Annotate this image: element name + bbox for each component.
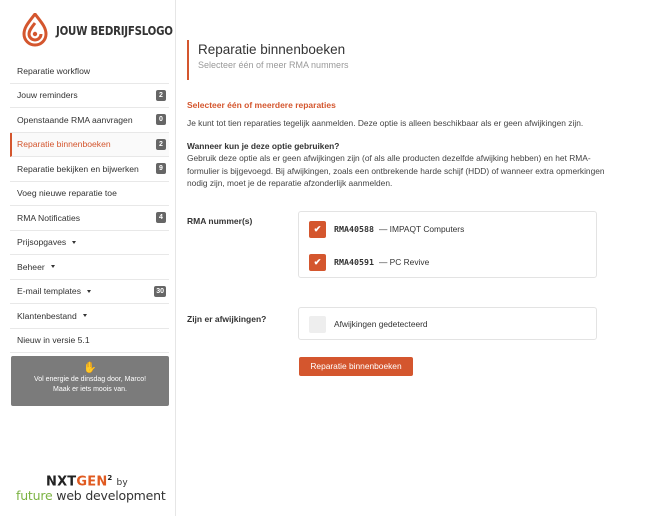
rma-customer: — IMPAQT Computers <box>378 224 465 234</box>
sidebar-item-jouw-reminders[interactable] <box>10 84 169 109</box>
sidebar-item-label: Reparatie binnenboeken <box>17 139 111 150</box>
count-badge: 9 <box>156 163 166 174</box>
page-title: Reparatie binnenboeken <box>198 42 346 57</box>
motivation-line-2: Maak er iets moois van. <box>53 386 127 393</box>
motivation-line-1: Vol energie de dinsdag door, Marco! <box>33 376 147 383</box>
rma-label: RMA nummer(s) <box>187 216 253 226</box>
rma-option[interactable] <box>309 219 464 239</box>
submit-button[interactable]: Reparatie binnenboeken <box>299 357 413 376</box>
sidebar-item-label: Openstaande RMA aanvragen <box>17 114 133 125</box>
sidebar-item-prijsopgaves[interactable] <box>10 231 169 256</box>
afwijkingen-option-label: Afwijkingen gedetecteerd <box>334 319 428 329</box>
sidebar-item-label: Klantenbestand <box>17 310 77 321</box>
sidebar-item-label: Reparatie bekijken en bijwerken <box>17 163 139 174</box>
sidebar-item-reparatie-bekijken[interactable] <box>10 157 169 182</box>
count-badge: 4 <box>156 212 166 223</box>
count-badge: 0 <box>156 114 166 125</box>
sidebar-nav <box>10 59 169 353</box>
sidebar <box>0 0 176 516</box>
checkbox-checked[interactable] <box>309 221 326 238</box>
check-icon: ✔ <box>313 256 322 267</box>
caret-down-icon <box>83 314 87 317</box>
section-title: Selecteer één of meerdere reparaties <box>187 100 336 110</box>
nxtgen-logo-text: NXTGEN$^2$by <box>46 474 128 490</box>
rma-customer: — PC Revive <box>378 257 430 267</box>
sidebar-item-label: Beheer <box>17 261 45 272</box>
when-title: Wanneer kun je deze optie gebruiken? <box>187 141 340 151</box>
sidebar-item-nieuwe-reparatie[interactable] <box>10 182 169 207</box>
rma-list <box>298 211 597 278</box>
sidebar-item-label: Jouw reminders <box>17 90 78 101</box>
logo-text: JOUW BEDRIJFSLOGO <box>56 22 173 38</box>
sidebar-item-label: E-mail templates <box>17 286 81 297</box>
page-subtitle: Selecteer één of meer RMA nummers <box>198 60 349 70</box>
sidebar-item-openstaande-rma[interactable] <box>10 108 169 133</box>
afwijkingen-option[interactable] <box>309 314 428 334</box>
sidebar-item-label: Nieuw in versie 5.1 <box>17 335 90 346</box>
sidebar-item-beheer[interactable] <box>10 255 169 280</box>
sidebar-item-email-templates[interactable] <box>10 280 169 305</box>
waving-hand-icon: ✋ <box>83 362 97 374</box>
count-badge: 2 <box>156 139 166 150</box>
sidebar-item-label: Prijsopgaves <box>17 237 67 248</box>
company-logo[interactable] <box>20 10 198 50</box>
logo-icon <box>20 13 50 47</box>
sidebar-item-label: Voeg nieuwe reparatie toe <box>17 188 117 199</box>
caret-down-icon <box>51 265 55 268</box>
motivation-banner <box>11 356 169 406</box>
when-text: Gebruik deze optie als er geen afwijkingen zijn (of als alle producten dezelfde afwijking hebben) en het RMA-formulier is bijgevoegd. Bij afwijkingen, zoals een ontbrekende harde schijf (HDD) of wanneer extra opmerkingen nodig zijn, moet je de reparatie afzonderlijk aanmelden. <box>187 153 605 188</box>
future-web-development-logo-text: future web development <box>16 488 166 504</box>
sidebar-item-klantenbestand[interactable] <box>10 304 169 329</box>
rma-code: RMA40591 <box>334 257 374 267</box>
page-header <box>187 40 349 80</box>
intro-text: Je kunt tot tien reparaties tegelijk aanmelden. Deze optie is alleen beschikbaar als er geen afwijkingen zijn. <box>187 118 584 128</box>
count-badge: 2 <box>156 90 166 101</box>
sidebar-item-label: RMA Notificaties <box>17 212 81 223</box>
sidebar-item-reparatie-workflow[interactable] <box>10 59 169 84</box>
count-badge: 30 <box>156 287 164 295</box>
check-icon: ✔ <box>313 223 322 234</box>
vendor-logo <box>16 474 166 503</box>
sidebar-item-rma-notificaties[interactable] <box>10 206 169 231</box>
sidebar-item-nieuw-in-versie[interactable] <box>10 329 169 354</box>
sidebar-item-reparatie-binnenboeken[interactable] <box>10 133 169 158</box>
checkbox-unchecked[interactable] <box>309 316 326 333</box>
caret-down-icon <box>72 241 76 244</box>
rma-option[interactable] <box>309 252 429 272</box>
afwijkingen-label: Zijn er afwijkingen? <box>187 314 267 324</box>
rma-code: RMA40588 <box>334 224 374 234</box>
afwijkingen-box <box>298 307 597 340</box>
checkbox-checked[interactable] <box>309 254 326 271</box>
sidebar-item-label: Reparatie workflow <box>17 65 91 76</box>
caret-down-icon <box>87 290 91 293</box>
